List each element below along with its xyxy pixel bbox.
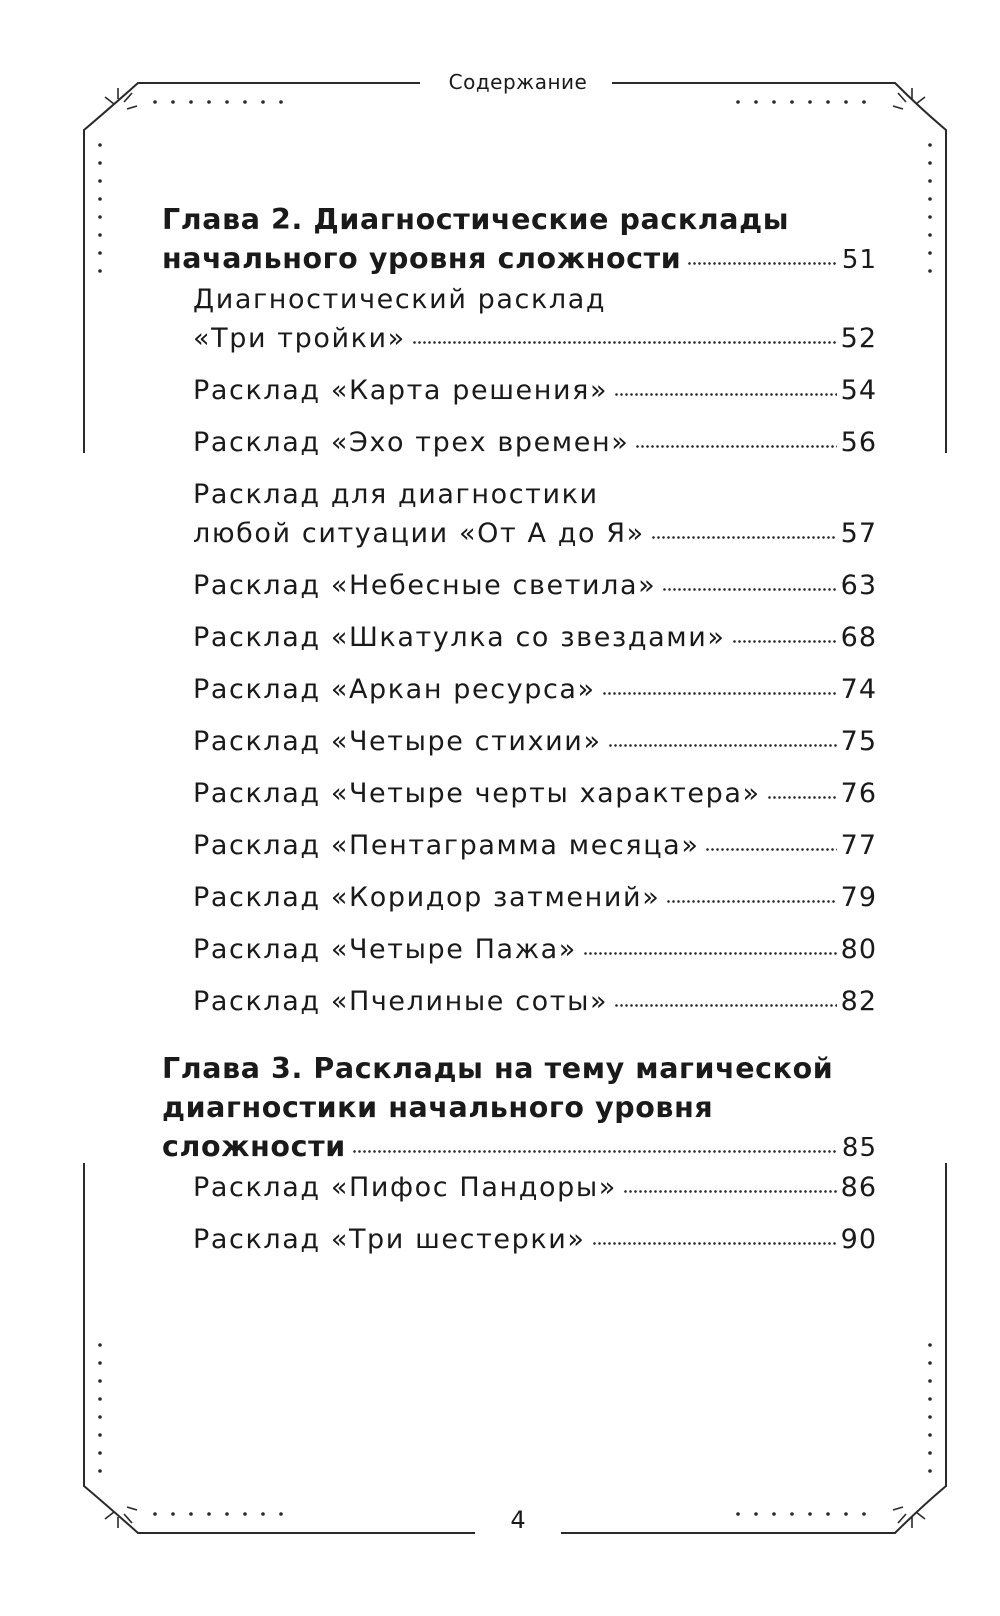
toc-entry[interactable]	[162, 280, 877, 358]
entry-text: Расклад «Четыре черты характера»	[193, 778, 761, 809]
table-of-contents	[162, 200, 877, 1287]
page-ref: 51	[841, 245, 877, 275]
entry-text: Расклад «Аркан ресурса»	[193, 674, 596, 705]
page-ref: 57	[840, 518, 877, 549]
toc-entry[interactable]	[162, 878, 877, 917]
page-ref: 77	[840, 830, 877, 861]
leader-dots	[592, 1242, 837, 1245]
chapter-title-line: Глава 2. Диагностические расклады	[162, 203, 790, 236]
page-number: 4	[510, 1506, 526, 1534]
chapter-title-line: Глава 3. Расклады на тему магической	[162, 1052, 834, 1085]
toc-chapter-3	[162, 1049, 877, 1259]
leader-dots	[608, 744, 837, 747]
running-head: Содержание	[448, 70, 588, 94]
page-ref: 80	[840, 934, 877, 965]
toc-entry[interactable]	[162, 566, 877, 605]
leader-dots	[732, 640, 837, 643]
toc-entry[interactable]	[162, 423, 877, 462]
chapter-title-line: диагностики начального уровня	[162, 1091, 714, 1124]
toc-entry[interactable]	[162, 722, 877, 761]
leader-dots	[662, 588, 836, 591]
toc-entry[interactable]	[162, 982, 877, 1021]
entry-text: Расклад «Коридор затмений»	[193, 882, 661, 913]
page-ref: 74	[840, 674, 877, 705]
page-ref: 86	[840, 1172, 877, 1203]
page-ref: 82	[840, 986, 877, 1017]
entry-text: Расклад «Пифос Пандоры»	[193, 1172, 617, 1203]
leader-dots	[623, 1190, 837, 1193]
leader-dots	[614, 1004, 837, 1007]
leader-dots	[412, 341, 837, 344]
leader-dots	[705, 848, 836, 851]
page-ref: 85	[841, 1133, 877, 1163]
chapter-title-line: сложности	[162, 1130, 346, 1163]
toc-entry[interactable]	[162, 371, 877, 410]
entry-text: Диагностический расклад	[193, 284, 607, 315]
entry-text: любой ситуации «От А до Я»	[193, 518, 645, 549]
leader-dots	[666, 900, 836, 903]
leader-dots	[352, 1150, 838, 1153]
leader-dots	[687, 262, 838, 265]
page-ref: 79	[840, 882, 877, 913]
leader-dots	[583, 952, 837, 955]
page-ref: 76	[840, 778, 877, 809]
page-ref: 63	[840, 570, 877, 601]
chapter-title[interactable]	[162, 200, 877, 280]
entry-text: Расклад для диагностики	[193, 479, 599, 510]
toc-entry[interactable]	[162, 1220, 877, 1259]
entry-text: Расклад «Три шестерки»	[193, 1224, 586, 1255]
entry-text: Расклад «Эхо трех времен»	[193, 427, 630, 458]
entry-text: Расклад «Небесные светила»	[193, 570, 657, 601]
toc-entry[interactable]	[162, 826, 877, 865]
leader-dots	[767, 796, 837, 799]
leader-dots	[602, 692, 837, 695]
toc-entry[interactable]	[162, 1168, 877, 1207]
toc-entry[interactable]	[162, 475, 877, 553]
leader-dots	[614, 393, 837, 396]
chapter-title[interactable]	[162, 1049, 877, 1168]
page-ref: 54	[840, 375, 877, 406]
entry-text: Расклад «Пентаграмма месяца»	[193, 830, 700, 861]
page-ref: 52	[840, 323, 877, 354]
page-ref: 75	[840, 726, 877, 757]
page-ref: 56	[840, 427, 877, 458]
toc-entry[interactable]	[162, 774, 877, 813]
page-ref: 68	[840, 622, 877, 653]
page-ref: 90	[840, 1224, 877, 1255]
entry-text: Расклад «Четыре стихии»	[193, 726, 602, 757]
toc-entry[interactable]	[162, 670, 877, 709]
toc-chapter-2	[162, 200, 877, 1021]
entry-text: Расклад «Четыре Пажа»	[193, 934, 577, 965]
entry-text: Расклад «Шкатулка со звездами»	[193, 622, 726, 653]
entry-text: «Три тройки»	[193, 323, 406, 354]
leader-dots	[651, 536, 837, 539]
entry-text: Расклад «Карта решения»	[193, 375, 609, 406]
toc-entry[interactable]	[162, 618, 877, 657]
entry-text: Расклад «Пчелиные соты»	[193, 986, 609, 1017]
leader-dots	[635, 445, 836, 448]
toc-entry[interactable]	[162, 930, 877, 969]
chapter-title-line: начального уровня сложности	[162, 242, 682, 275]
